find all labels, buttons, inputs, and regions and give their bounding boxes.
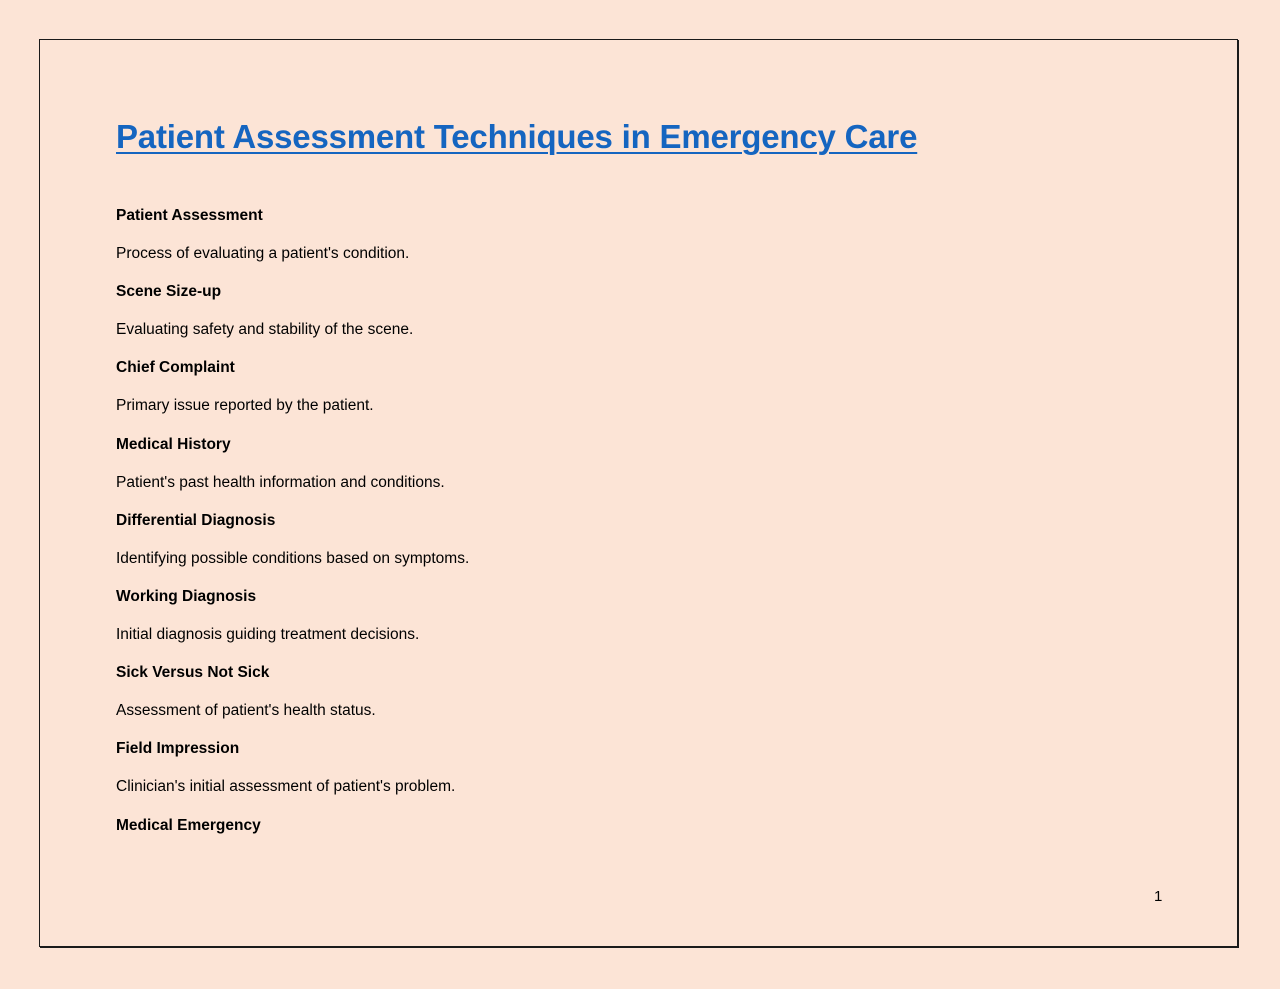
glossary-definition: Identifying possible conditions based on symptoms. — [116, 549, 470, 567]
glossary-term: Working Diagnosis — [116, 587, 257, 605]
glossary-term: Scene Size-up — [116, 283, 222, 301]
glossary-term: Chief Complaint — [116, 359, 235, 377]
glossary-term: Sick Versus Not Sick — [116, 664, 270, 682]
glossary-list — [116, 205, 469, 853]
document-title: Patient Assessment Techniques in Emergency Care — [116, 118, 918, 155]
glossary-definition: Primary issue reported by the patient. — [116, 397, 374, 415]
glossary-definition: Initial diagnosis guiding treatment decisions. — [116, 626, 420, 644]
page-number: 1 — [1154, 888, 1163, 905]
glossary-term: Differential Diagnosis — [116, 511, 276, 529]
glossary-definition: Process of evaluating a patient's condition. — [116, 245, 410, 263]
glossary-term: Medical Emergency — [116, 816, 261, 834]
glossary-definition: Evaluating safety and stability of the scene. — [116, 321, 414, 339]
glossary-definition: Assessment of patient's health status. — [116, 702, 376, 720]
glossary-definition: Patient's past health information and conditions. — [116, 473, 445, 491]
glossary-term: Field Impression — [116, 740, 240, 758]
glossary-term: Medical History — [116, 435, 231, 453]
glossary-term: Patient Assessment — [116, 207, 263, 224]
glossary-definition: Clinician's initial assessment of patient's problem. — [116, 778, 456, 796]
